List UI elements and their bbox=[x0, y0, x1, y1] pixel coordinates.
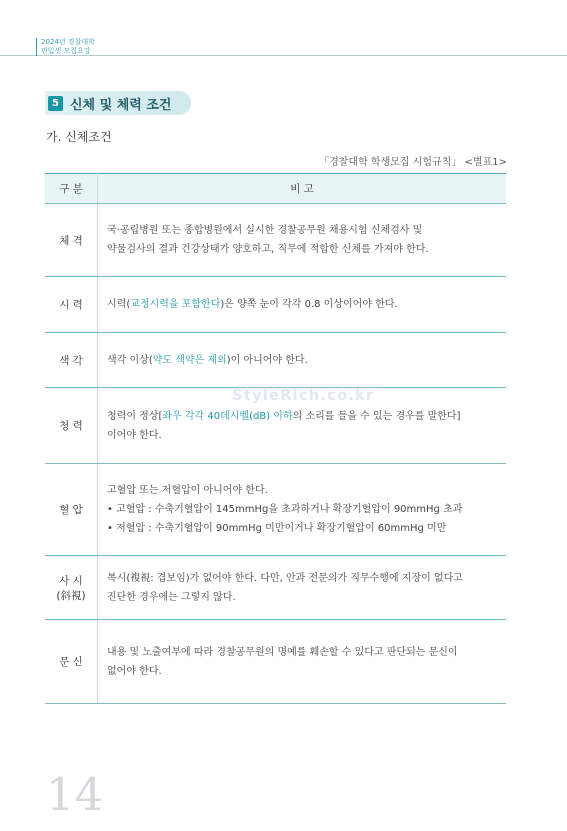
content-line bbox=[107, 481, 505, 500]
content-text: 국·공립병원 또는 종합병원에서 실시한 경찰공무원 채용시험 신체검사 및 bbox=[107, 225, 423, 236]
row-content bbox=[98, 333, 507, 388]
content-line bbox=[107, 221, 505, 240]
content-text: 시력( bbox=[107, 299, 131, 310]
content-line bbox=[107, 519, 505, 538]
content-text: )은 양쪽 눈이 각각 0.8 이상이어야 한다. bbox=[220, 299, 398, 310]
content-text: 의 소리를 들을 수 있는 경우를 말한다] bbox=[292, 410, 461, 422]
highlight-text: 좌우 각각 40데시벨(dB) 이하 bbox=[162, 410, 293, 422]
content-text: • 고혈압 : 수축기혈압이 145mmHg을 초과하거나 확장기혈압이 90mmHg 초과 bbox=[107, 504, 463, 515]
table-row bbox=[45, 464, 506, 556]
section-title: 신체 및 체력 조건 bbox=[70, 97, 172, 113]
table-row bbox=[45, 333, 506, 388]
table-row bbox=[45, 277, 506, 333]
header-category: 구 분 bbox=[45, 174, 98, 204]
content-text: 청력이 정상[ bbox=[107, 410, 163, 422]
physical-requirements-table bbox=[45, 173, 506, 704]
content-text: )이 아니어야 한다. bbox=[226, 354, 308, 366]
content-text: • 저혈압 : 수축기혈압이 90mmHg 미만이거나 확장기혈압이 60mmHg 미만 bbox=[107, 523, 447, 534]
source-note: 「경찰대학 학생모집 시험규칙」 <별표1> bbox=[319, 157, 507, 168]
row-label-line: 사 시 bbox=[59, 574, 83, 587]
table-header-row bbox=[45, 174, 506, 204]
header-remarks: 비 고 bbox=[98, 174, 507, 204]
section-number-badge: 5 bbox=[48, 96, 63, 111]
row-label-line: 체 격 bbox=[59, 234, 83, 247]
row-content bbox=[98, 556, 507, 620]
highlight-text: 교정시력을 포함한다 bbox=[130, 299, 221, 310]
running-header bbox=[36, 38, 95, 56]
row-content bbox=[98, 620, 507, 704]
content-text: 내용 및 노출여부에 따라 경찰공무원의 명예를 훼손할 수 있다고 판단되는 문신이 bbox=[107, 646, 458, 658]
content-line bbox=[107, 588, 505, 607]
content-line bbox=[107, 240, 505, 259]
row-label bbox=[45, 277, 98, 333]
content-text: 약물검사의 결과 건강상태가 양호하고, 직무에 적합한 신체를 가져야 한다. bbox=[107, 244, 429, 255]
content-line bbox=[107, 643, 505, 662]
content-text: 고혈압 또는 저혈압이 아니어야 한다. bbox=[107, 485, 268, 496]
content-text: 진단한 경우에는 그렇지 않다. bbox=[107, 591, 236, 603]
content-text: 이어야 한다. bbox=[107, 429, 162, 441]
content-line bbox=[107, 662, 505, 681]
page-number: 14 bbox=[46, 768, 104, 821]
content-line bbox=[107, 295, 505, 314]
row-content bbox=[98, 277, 507, 333]
row-label-line: 색 각 bbox=[59, 354, 83, 367]
content-line bbox=[107, 351, 505, 370]
row-label-line: (斜視) bbox=[56, 589, 86, 602]
row-label bbox=[45, 333, 98, 388]
row-label-line: 시 력 bbox=[59, 299, 83, 311]
highlight-text: 약도 색약은 제외 bbox=[152, 354, 227, 366]
section-heading bbox=[45, 91, 191, 115]
row-label-line: 청 력 bbox=[59, 420, 83, 432]
table-row bbox=[45, 204, 506, 277]
row-content bbox=[98, 464, 507, 556]
watermark: StyleRich.co.kr bbox=[232, 386, 375, 404]
row-content bbox=[98, 204, 507, 277]
content-line bbox=[107, 569, 505, 588]
row-label-line: 문 신 bbox=[59, 656, 83, 668]
table-row bbox=[45, 556, 506, 620]
content-text: 없어야 한다. bbox=[107, 665, 162, 677]
content-text: 복시(複視: 겹보임)가 없어야 한다. 다만, 안과 전문의가 직무수행에 지장이 없다고 bbox=[107, 572, 463, 584]
row-label bbox=[45, 556, 98, 620]
row-label bbox=[45, 204, 98, 277]
subsection-title: 가. 신체조건 bbox=[46, 130, 112, 144]
content-line bbox=[107, 426, 505, 445]
row-label bbox=[45, 388, 98, 464]
row-label bbox=[45, 464, 98, 556]
table-row bbox=[45, 620, 506, 704]
header-line-1: 2024년 경찰대학 bbox=[41, 38, 95, 46]
content-line bbox=[107, 407, 505, 426]
content-line bbox=[107, 500, 505, 519]
row-label-line: 혈 압 bbox=[59, 504, 83, 516]
row-label bbox=[45, 620, 98, 704]
header-line-2: 편입생 모집요강 bbox=[41, 47, 91, 55]
content-text: 색각 이상( bbox=[107, 354, 153, 366]
